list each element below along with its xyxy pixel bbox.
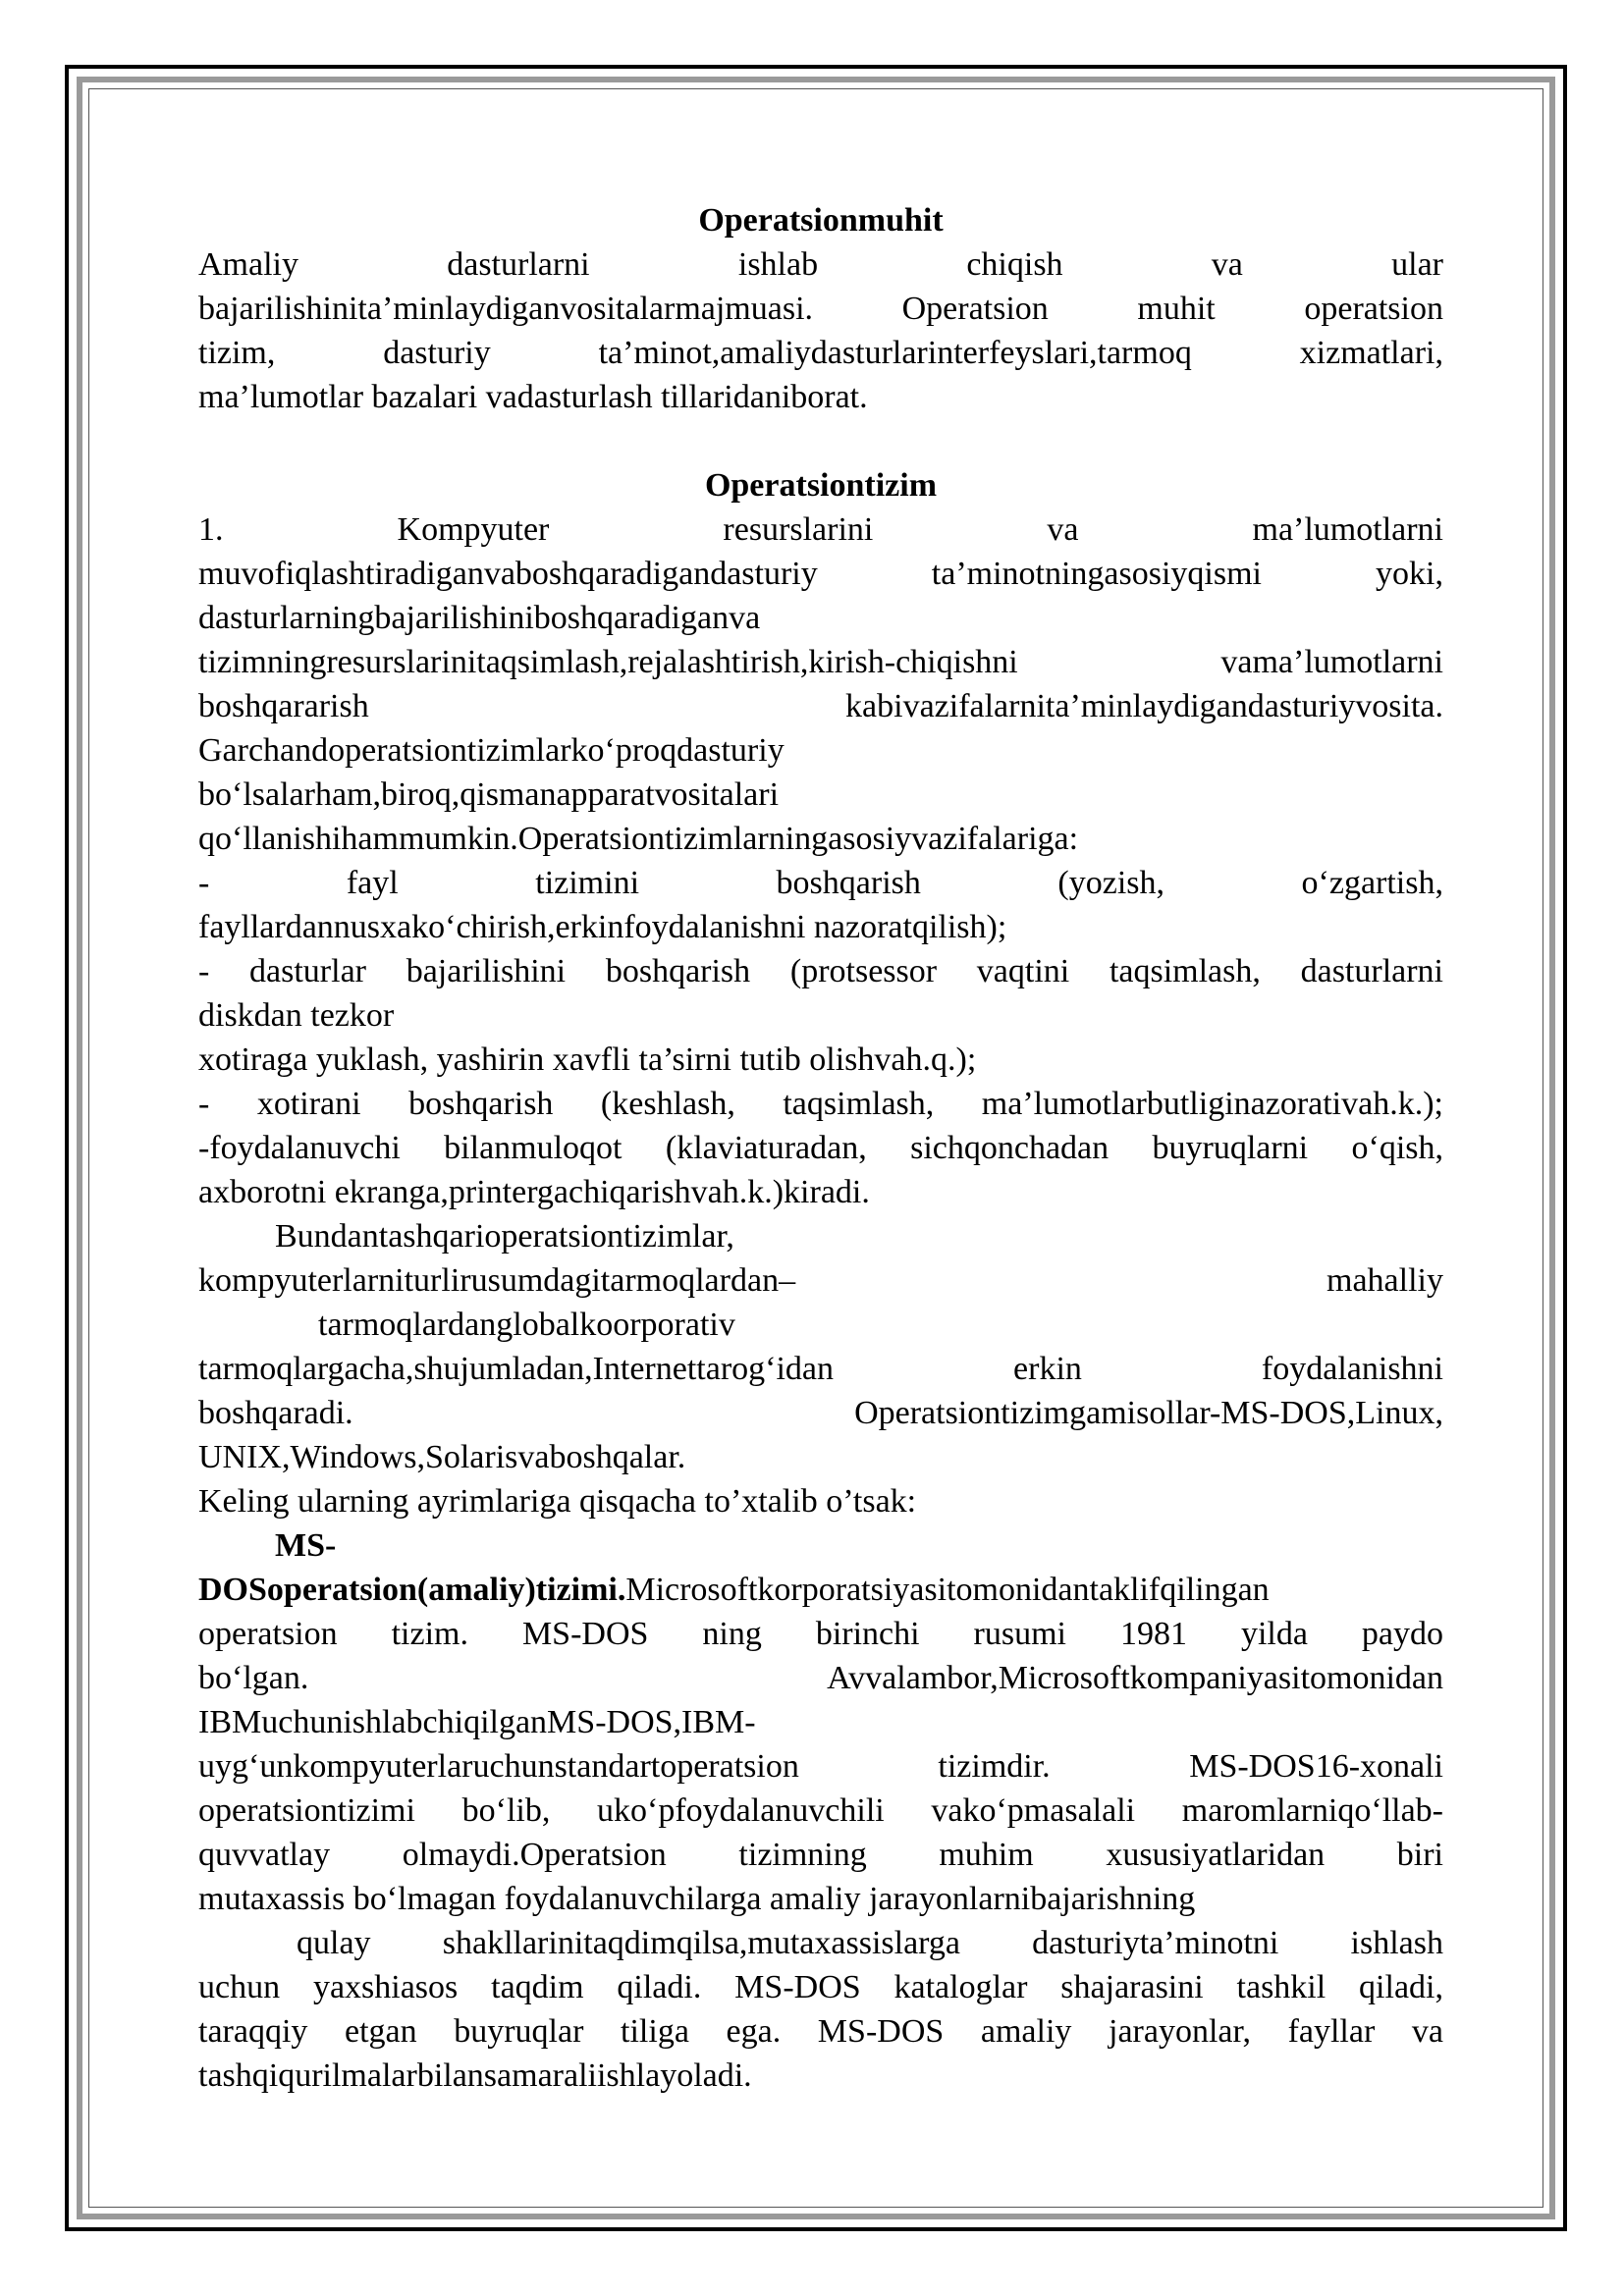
text-line: IBMuchunishlabchiqilganMS-DOS,IBM-: [198, 1704, 756, 1740]
text-line: axborotni ekranga,printergachiqarishvah.k.)kiradi.: [198, 1174, 870, 1210]
text-line: - fayl tizimini boshqarish (yozish, o‘zgartish,: [198, 865, 1443, 901]
text-line: UNIX,Windows,Solarisvaboshqalar.: [198, 1439, 686, 1475]
text-line: boshqaradi. Operatsiontizimgamisollar-MS-DOS,Linux,: [198, 1395, 1443, 1431]
text-line: operatsiontizimi bo‘lib, uko‘pfoydalanuvchili vako‘pmasalali maromlarniqo‘llab-: [198, 1792, 1443, 1829]
text-line: uchun yaxshiasos taqdim qiladi. MS-DOS kataloglar shajarasini tashkil qiladi,: [198, 1969, 1443, 2005]
msdos-heading-text: MS-: [275, 1527, 337, 1564]
text-line: bo‘lsalarham,biroq,qismanapparatvositalari: [198, 776, 780, 813]
text-line: dasturlarningbajarilishiniboshqaradiganva: [198, 600, 761, 636]
text-line: boshqararish kabivazifalarnita’minlaydigandasturiyvosita.: [198, 688, 1443, 724]
text-line: uyg‘unkompyuterlaruchunstandartoperatsion tizimdir. MS-DOS16-xonali: [198, 1748, 1443, 1785]
text-line: qulay shakllarinitaqdimqilsa,mutaxassislarga dasturiyta’minotni ishlash: [297, 1925, 1443, 1961]
document-body: [198, 198, 1443, 2098]
text-line: diskdan tezkor: [198, 997, 395, 1034]
text-line: Microsoftkorporatsiyasitomonidantaklifqilingan: [625, 1572, 1270, 1608]
text-line: muvofiqlashtiradiganvaboshqaradigandasturiy ta’minotningasosiyqismi yoki,: [198, 556, 1443, 592]
text-line: xotiraga yuklash, yashirin xavfli ta’sirni tutib olishvah.q.);: [198, 1041, 977, 1078]
text-line: mutaxassis bo‘lmagan foydalanuvchilarga amaliy jarayonlarnibajarishning: [198, 1881, 1196, 1917]
text-line: 1. Kompyuter resurslarini va ma’lumotlarni: [198, 511, 1443, 548]
text-line: operatsion tizim. MS-DOS ning birinchi rusumi 1981 yilda paydo: [198, 1616, 1443, 1652]
text-line: - dasturlar bajarilishini boshqarish (protsessor vaqtini taqsimlash, dasturlarni: [198, 953, 1443, 989]
text-line: bajarilishinita’minlaydiganvositalarmajmuasi. Operatsion muhit operatsion: [198, 291, 1443, 327]
text-line: tizim, dasturiy ta’minot,amaliydasturlarinterfeyslari,tarmoq xizmatlari,: [198, 335, 1443, 371]
text-line: qo‘llanishihammumkin.Operatsiontizimlarningasosiyvazifalariga:: [198, 821, 1079, 857]
heading-operatsion-tizim: Operatsiontizim: [704, 467, 938, 504]
text-line: tashqiqurilmalarbilansamaraliishlayoladi.: [198, 2057, 752, 2094]
text-line: - xotirani boshqarish (keshlash, taqsimlash, ma’lumotlarbutliginazorativah.k.);: [198, 1086, 1443, 1122]
msdos-heading-bold: DOSoperatsion(amaliy)tizimi.: [198, 1572, 626, 1608]
text-line: Amaliy dasturlarni ishlab chiqish va ular: [198, 246, 1443, 283]
text-line: tizimningresurslarinitaqsimlash,rejalashtirish,kirish-chiqishni vama’lumotlarni: [198, 644, 1443, 680]
text-line: bo‘lgan. Avvalambor,Microsoftkompaniyasitomonidan: [198, 1660, 1443, 1696]
text-line: ma’lumotlar bazalari vadasturlash tillaridaniborat.: [198, 379, 868, 415]
spacer: [198, 419, 1443, 463]
text-line: fayllardannusxako‘chirish,erkinfoydalanishni nazoratqilish);: [198, 909, 1007, 945]
text-line: kompyuterlarniturlirusumdagitarmoqlardan– mahalliy: [198, 1262, 1443, 1299]
text-line: quvvatlay olmaydi.Operatsion tizimning muhim xususiyatlaridan biri: [198, 1837, 1443, 1873]
text-line: -foydalanuvchi bilanmuloqot (klaviaturadan, sichqonchadan buyruqlarni o‘qish,: [198, 1130, 1443, 1166]
text-line: Bundantashqarioperatsiontizimlar,: [275, 1218, 734, 1255]
text-line: tarmoqlargacha,shujumladan,Internettarog‘idan erkin foydalanishni: [198, 1351, 1443, 1387]
text-line: tarmoqlardanglobalkoorporativ: [318, 1307, 735, 1343]
text-line: Garchandoperatsiontizimlarko‘proqdasturiy: [198, 732, 785, 769]
heading-operatsion-muhit: Operatsionmuhit: [698, 202, 944, 239]
text-line: Keling ularning ayrimlariga qisqacha to’xtalib o’tsak:: [198, 1483, 917, 1520]
msdos-heading-part1: [198, 1523, 1443, 1568]
msdos-heading-line: [198, 1568, 1443, 1612]
text-line: taraqqiy etgan buyruqlar tiliga ega. MS-DOS amaliy jarayonlar, fayllar va: [198, 2013, 1443, 2050]
